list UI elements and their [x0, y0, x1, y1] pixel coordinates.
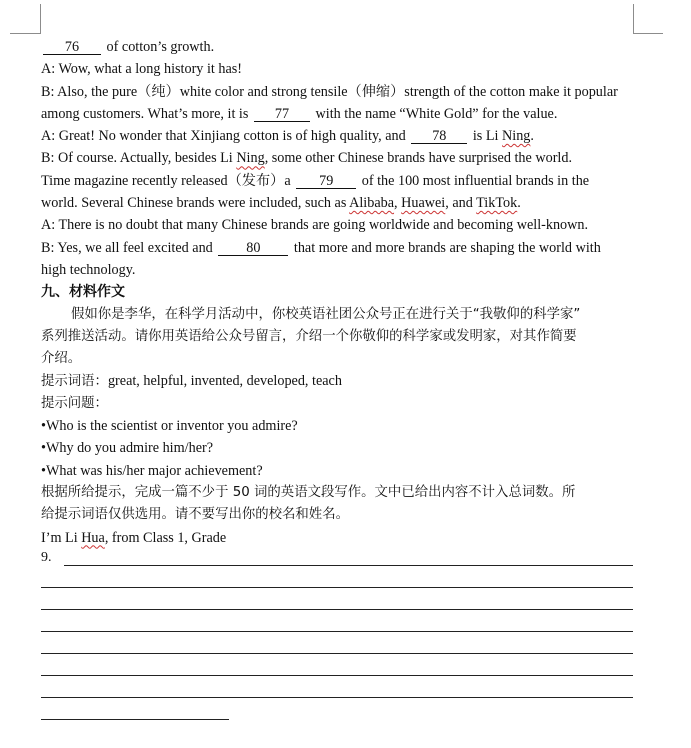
- hint-label: 提示词语：: [41, 374, 108, 390]
- dialogue-line: B: Also, the pure（纯）white color and strong tensile（伸缩）strength of the cotton make it popular: [41, 83, 618, 100]
- answer-line[interactable]: [41, 719, 229, 720]
- text: of the 100 most influential brands in the: [361, 172, 590, 189]
- answer-line[interactable]: [41, 609, 633, 610]
- dialogue-line: [41, 237, 641, 259]
- section-heading: 九、材料作文: [41, 284, 125, 301]
- answer-blank-76[interactable]: 76: [43, 40, 101, 55]
- text: is Li: [472, 128, 499, 145]
- hint-question: •Why do you admire him/her?: [41, 440, 214, 457]
- answer-line[interactable]: [64, 565, 633, 566]
- hint-words-line: [41, 370, 641, 392]
- prompt-line: 介绍。: [41, 351, 82, 367]
- answer-blank-80[interactable]: 80: [218, 241, 288, 256]
- hint-words: great, helpful, invented, developed, teach: [107, 373, 342, 390]
- spellcheck-word: TikTok: [476, 195, 518, 212]
- spellcheck-word: Alibaba: [349, 195, 395, 212]
- text: .: [530, 128, 534, 145]
- text: .: [517, 195, 521, 212]
- answer-line[interactable]: [41, 675, 633, 676]
- text: ,: [394, 195, 398, 212]
- answer-line[interactable]: [41, 587, 633, 588]
- dialogue-line: [41, 103, 641, 125]
- requirement-line: 给提示词语仅供选用。请不要写出你的校名和姓名。: [41, 507, 349, 523]
- text: world. Several Chinese brands were included, such as: [41, 195, 347, 212]
- dialogue-line: [41, 125, 641, 147]
- answer-line[interactable]: [41, 697, 633, 698]
- hint-questions-label: 提示问题：: [41, 395, 108, 411]
- spellcheck-word: Hua: [81, 529, 105, 546]
- spellcheck-word: Huawei: [401, 195, 446, 212]
- text: among customers. What’s more, it is: [41, 105, 249, 122]
- text: A: Great! No wonder that Xinjiang cotton is of high quality, and: [41, 128, 406, 145]
- spellcheck-word: Ning: [502, 128, 531, 145]
- text: that more and more brands are shaping the world with: [293, 239, 601, 256]
- question-number: 9.: [41, 550, 52, 565]
- dialogue-line: A: Wow, what a long history it has!: [41, 61, 243, 78]
- text: with the name “White Gold” for the value.: [315, 105, 558, 122]
- text: B: Of course. Actually, besides Li: [41, 150, 233, 167]
- text: B: Yes, we all feel excited and: [41, 239, 213, 256]
- dialogue-line: [41, 192, 641, 214]
- document-body: [41, 36, 641, 549]
- text: I’m Li: [41, 529, 78, 546]
- answer-line[interactable]: [41, 653, 633, 654]
- answer-blank-77[interactable]: 77: [254, 107, 310, 122]
- essay-opening: [41, 527, 641, 549]
- answer-blank-79[interactable]: 79: [296, 174, 356, 189]
- prompt-line: 假如你是李华，在科学月活动中，你校英语社团公众号正在进行关于“我敬仰的科学家”: [71, 306, 581, 322]
- text: , and: [445, 195, 473, 212]
- dialogue-line: high technology.: [41, 261, 136, 278]
- answer-blank-78[interactable]: 78: [411, 129, 467, 144]
- dialogue-line: [41, 170, 641, 192]
- hint-question: •What was his/her major achievement?: [41, 462, 263, 479]
- hint-question: •Who is the scientist or inventor you admire?: [41, 418, 298, 435]
- text: of cotton’s growth.: [106, 39, 215, 55]
- prompt-line: 系列推送活动。请你用英语给公众号留言，介绍一个你敬仰的科学家或发明家，对其作简要: [41, 328, 577, 344]
- text: , from Class 1, Grade: [104, 529, 227, 546]
- dialogue-line: [41, 147, 641, 169]
- requirement-line: 根据所给提示，完成一篇不少于 50 词的英语文段写作。文中已给出内容不计入总词数。所: [41, 484, 576, 500]
- dialogue-line: A: There is no doubt that many Chinese brands are going worldwide and becoming well-known.: [41, 217, 589, 234]
- answer-line[interactable]: [41, 631, 633, 632]
- text: Time magazine recently released（发布）a: [41, 172, 291, 189]
- spellcheck-word: Ning: [236, 150, 265, 167]
- text: , some other Chinese brands have surprised the world.: [264, 150, 573, 167]
- dialogue-line: [41, 36, 641, 58]
